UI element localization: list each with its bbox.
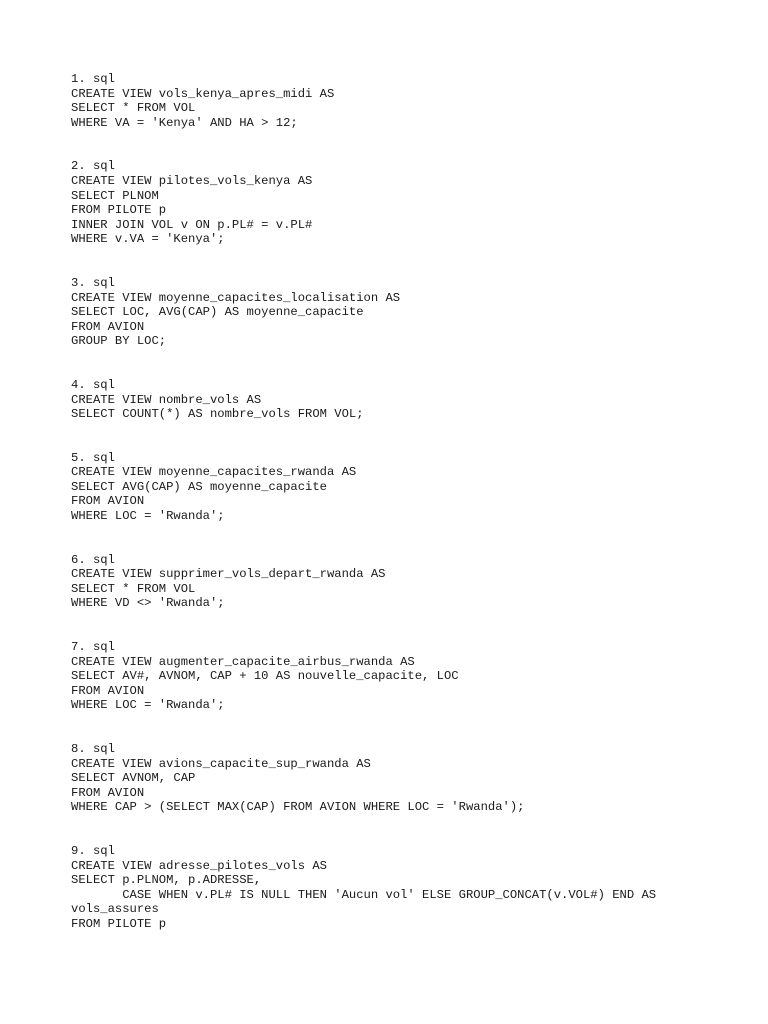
block-heading: 1. sql <box>71 72 115 86</box>
code-line: WHERE CAP > (SELECT MAX(CAP) FROM AVION WHERE LOC = 'Rwanda'); <box>71 800 525 815</box>
code-line: FROM PILOTE p <box>71 203 167 218</box>
code-line: SELECT AV#, AVNOM, CAP + 10 AS nouvelle_capacite, LOC <box>71 669 459 684</box>
code-line: SELECT COUNT(*) AS nombre_vols FROM VOL; <box>71 407 364 422</box>
sql-block-8 <box>71 742 751 815</box>
code-line: CASE WHEN v.PL# IS NULL THEN 'Aucun vol' ELSE GROUP_CONCAT(v.VOL#) END AS <box>71 887 657 902</box>
code-line: WHERE VD <> 'Rwanda'; <box>71 596 225 611</box>
code-line: SELECT LOC, AVG(CAP) AS moyenne_capacite <box>71 305 364 320</box>
block-heading: 9. sql <box>71 843 115 858</box>
code-line: WHERE LOC = 'Rwanda'; <box>71 698 225 713</box>
code-line: SELECT * FROM VOL <box>71 581 196 596</box>
code-line: SELECT AVNOM, CAP <box>71 771 196 786</box>
code-line: SELECT PLNOM <box>71 188 159 203</box>
code-line: SELECT * FROM VOL <box>71 101 196 116</box>
sql-block-9 <box>71 844 751 932</box>
block-heading: 5. sql <box>71 450 115 465</box>
sql-block-1 <box>71 72 751 130</box>
block-heading: 6. sql <box>71 552 115 567</box>
code-line: FROM AVION <box>71 494 145 509</box>
code-line: CREATE VIEW nombre_vols AS <box>71 392 262 407</box>
block-heading: 7. sql <box>71 640 115 655</box>
sql-block-5 <box>71 451 751 524</box>
code-line: CREATE VIEW pilotes_vols_kenya AS <box>71 173 313 188</box>
code-line: CREATE VIEW augmenter_capacite_airbus_rwanda AS <box>71 654 415 669</box>
code-line: GROUP BY LOC; <box>71 334 167 349</box>
code-line: WHERE LOC = 'Rwanda'; <box>71 509 225 524</box>
sql-block-4 <box>71 378 751 422</box>
sql-block-3 <box>71 276 751 349</box>
code-line: CREATE VIEW avions_capacite_sup_rwanda AS <box>71 756 371 771</box>
code-line: CREATE VIEW moyenne_capacites_localisation AS <box>71 290 401 305</box>
code-line: FROM AVION <box>71 683 145 698</box>
code-line: CREATE VIEW supprimer_vols_depart_rwanda AS <box>71 567 386 582</box>
code-line: INNER JOIN VOL v ON p.PL# = v.PL# <box>71 217 313 232</box>
code-line: WHERE v.VA = 'Kenya'; <box>71 232 225 247</box>
block-heading: 8. sql <box>71 742 115 756</box>
code-line: WHERE VA = 'Kenya' AND HA > 12; <box>71 115 298 130</box>
code-line: FROM AVION <box>71 319 145 334</box>
sql-block-7 <box>71 640 751 713</box>
code-line: vols_assures <box>71 902 159 917</box>
code-line: CREATE VIEW moyenne_capacites_rwanda AS <box>71 465 357 480</box>
document-body <box>71 72 751 961</box>
code-line: FROM AVION <box>71 785 145 800</box>
block-heading: 4. sql <box>71 377 115 392</box>
code-line: FROM PILOTE p <box>71 916 167 931</box>
block-heading: 3. sql <box>71 275 115 290</box>
code-line: SELECT p.PLNOM, p.ADRESSE, <box>71 873 262 888</box>
code-line: CREATE VIEW adresse_pilotes_vols AS <box>71 858 327 873</box>
block-heading: 2. sql <box>71 159 115 174</box>
sql-block-2 <box>71 159 751 247</box>
code-line: SELECT AVG(CAP) AS moyenne_capacite <box>71 479 327 494</box>
sql-block-6 <box>71 553 751 611</box>
code-line: CREATE VIEW vols_kenya_apres_midi AS <box>71 86 335 101</box>
